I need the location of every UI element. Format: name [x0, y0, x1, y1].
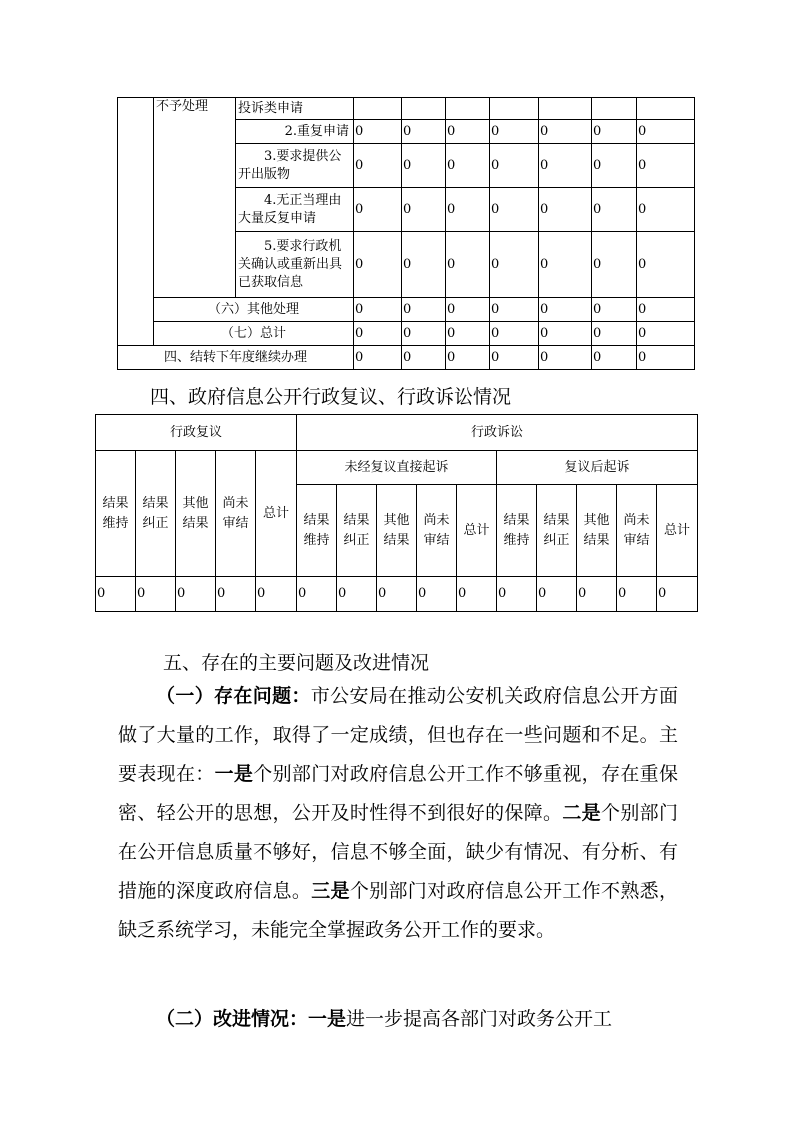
cell-value: 0: [577, 577, 617, 612]
cell-value: 0: [96, 577, 136, 612]
col-header: 总计: [657, 485, 698, 577]
cell-value: 0: [354, 188, 402, 232]
cell-value: 0: [490, 346, 539, 370]
cell-value: 0: [446, 232, 490, 298]
row-label: 2.重复申请: [236, 120, 354, 144]
improvements-label: （二）改进情况：: [156, 1008, 309, 1030]
cell-value: 0: [539, 346, 592, 370]
cell-value: 0: [637, 232, 695, 298]
row-label: （六）其他处理: [154, 298, 354, 322]
cell-value: 0: [402, 232, 446, 298]
cell-value: 0: [539, 144, 592, 188]
problems-label: （一）存在问题：: [156, 685, 311, 707]
review-litigation-table: [95, 414, 698, 612]
cell-value: 0: [592, 144, 637, 188]
cell-value: 0: [537, 577, 577, 612]
cell-value: 0: [402, 120, 446, 144]
cell-value: 0: [377, 577, 417, 612]
cell-value: 0: [402, 188, 446, 232]
cell-value: 0: [497, 577, 537, 612]
blank-cell: [118, 98, 154, 346]
paragraph-text: 个别部门对政府信息公开工作不够重视，存在重保密、轻公开的思想，公开及时性得不到很好的保障。: [118, 763, 678, 824]
cell-value: 0: [592, 232, 637, 298]
cell-value: 0: [539, 232, 592, 298]
cell-value: 0: [592, 346, 637, 370]
col-header: 尚未审结: [417, 485, 457, 577]
col-header: 结果纠正: [537, 485, 577, 577]
cell-value: 0: [402, 298, 446, 322]
paragraph-text: 个别部门对政府信息公开工作不熟悉，缺乏系统学习，未能完全掌握政务公开工作的要求。: [118, 880, 678, 941]
paragraph-text: 市公安局在推动公安机关政府信息公开方面做了大量的工作，取得了一定成绩，但也存在一些问题和不足。主要表现在：: [118, 685, 678, 785]
direct-suit-header: 未经复议直接起诉: [297, 451, 497, 485]
cell-value: 0: [637, 298, 695, 322]
col-header: 其他结果: [577, 485, 617, 577]
disposal-table: [117, 97, 695, 370]
cell-value: 0: [490, 232, 539, 298]
paragraph-text: 进一步提高各部门对政务公开工: [346, 1008, 613, 1030]
cell-value: 0: [617, 577, 657, 612]
improvements-paragraph: [118, 1000, 678, 1039]
col-header: 结果纠正: [337, 485, 377, 577]
cell-value: 0: [354, 322, 402, 346]
cell-value: 0: [657, 577, 698, 612]
cell-value: 0: [592, 322, 637, 346]
cell-value: 0: [297, 577, 337, 612]
col-header: 其他结果: [377, 485, 417, 577]
cell-value: 0: [446, 120, 490, 144]
cell-value: 0: [402, 144, 446, 188]
cell-value: 0: [446, 346, 490, 370]
col-header: 尚未审结: [216, 451, 256, 577]
cell-value: 0: [637, 120, 695, 144]
col-header: 结果维持: [297, 485, 337, 577]
point-label: 二是: [562, 802, 601, 824]
cell-value: 0: [637, 346, 695, 370]
cell-value: 0: [592, 120, 637, 144]
cell-value: 0: [490, 120, 539, 144]
row-label: 投诉类申请: [236, 98, 354, 120]
cell-value: 0: [592, 188, 637, 232]
cell-value: 0: [539, 120, 592, 144]
point-label: 一是: [308, 1008, 347, 1030]
cell-value: 0: [539, 298, 592, 322]
row-label: 3.要求提供公开出版物: [236, 144, 354, 188]
col-header: 结果维持: [497, 485, 537, 577]
cell-value: 0: [354, 144, 402, 188]
row-label: （七）总计: [154, 322, 354, 346]
col-header: 总计: [256, 451, 297, 577]
cell-value: 0: [446, 144, 490, 188]
problems-paragraph: [118, 677, 678, 950]
cell-value: 0: [354, 232, 402, 298]
col-header: 尚未审结: [617, 485, 657, 577]
cell-value: 0: [490, 322, 539, 346]
cell-value: 0: [637, 144, 695, 188]
cell-value: 0: [402, 346, 446, 370]
cell-value: 0: [337, 577, 377, 612]
cell-value: 0: [216, 577, 256, 612]
cell-value: 0: [402, 322, 446, 346]
cell-value: 0: [637, 188, 695, 232]
section-heading: 四、政府信息公开行政复议、行政诉讼情况: [150, 386, 512, 408]
cell-value: 0: [446, 322, 490, 346]
col-header: 总计: [457, 485, 497, 577]
cell-value: 0: [446, 298, 490, 322]
cell-value: 0: [457, 577, 497, 612]
cell-value: 0: [256, 577, 297, 612]
cell-value: 0: [354, 298, 402, 322]
cell-value: 0: [354, 346, 402, 370]
not-processed-label: 不予处理: [154, 98, 236, 298]
cell-value: 0: [176, 577, 216, 612]
cell-value: 0: [592, 298, 637, 322]
row-label: 四、结转下年度继续办理: [118, 346, 354, 370]
row-label: 5.要求行政机关确认或重新出具已获取信息: [236, 232, 354, 298]
col-header: 其他结果: [176, 451, 216, 577]
paragraph-text: 个别部门在公开信息质量不够好，信息不够全面，缺少有情况、有分析、有措施的深度政府信息。: [118, 802, 678, 902]
cell-value: 0: [417, 577, 457, 612]
cell-value: 0: [354, 120, 402, 144]
cell-value: 0: [490, 144, 539, 188]
point-label: 三是: [311, 880, 350, 902]
cell-value: 0: [490, 188, 539, 232]
cell-value: 0: [539, 322, 592, 346]
point-label: 一是: [214, 763, 254, 785]
admin-litigation-header: 行政诉讼: [297, 415, 698, 451]
after-review-suit-header: 复议后起诉: [497, 451, 698, 485]
admin-review-header: 行政复议: [96, 415, 297, 451]
cell-value: 0: [136, 577, 176, 612]
cell-value: 0: [637, 322, 695, 346]
cell-value: 0: [446, 188, 490, 232]
cell-value: 0: [490, 298, 539, 322]
row-label: 4.无正当理由大量反复申请: [236, 188, 354, 232]
section-heading: 五、存在的主要问题及改进情况: [163, 652, 430, 674]
cell-value: 0: [539, 188, 592, 232]
col-header: 结果维持: [96, 451, 136, 577]
col-header: 结果纠正: [136, 451, 176, 577]
